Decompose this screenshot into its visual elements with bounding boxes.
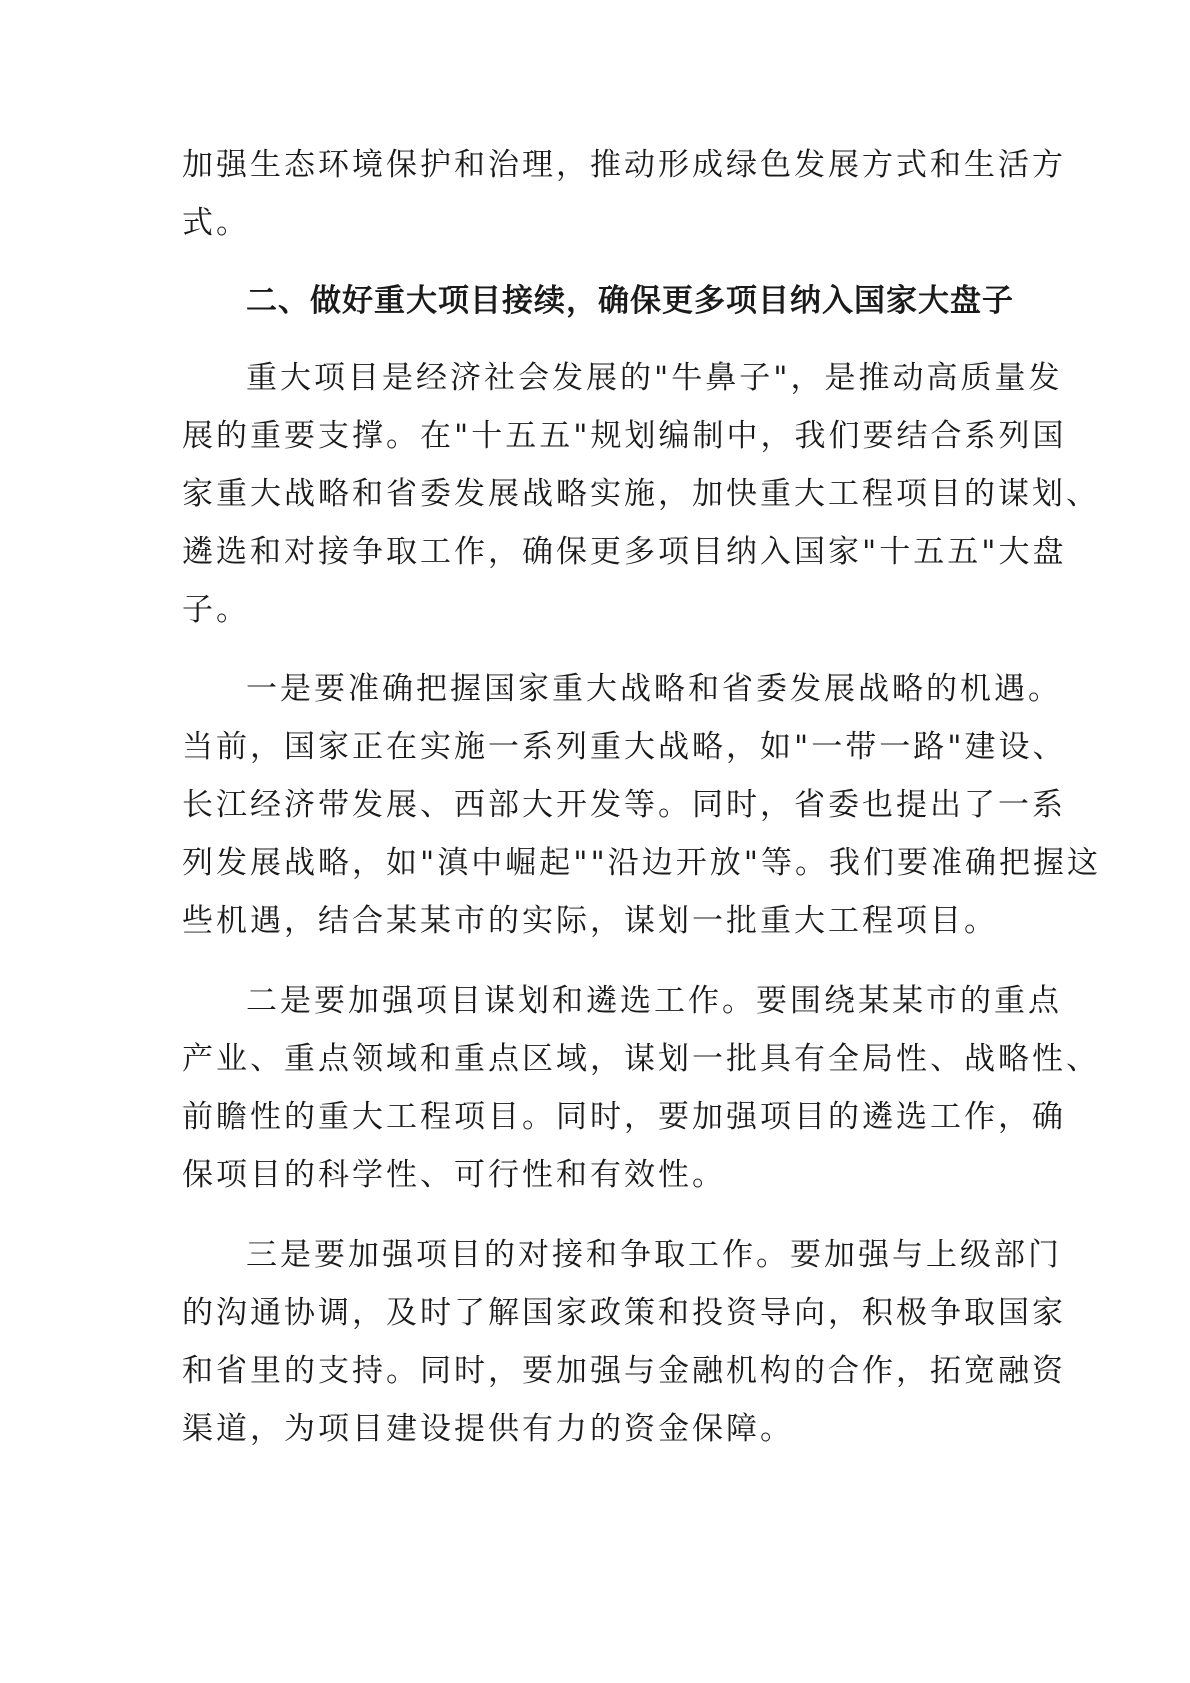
paragraph-line: 一是要准确把握国家重大战略和省委发展战略的机遇。 [246,671,1062,707]
paragraph-line: 产业、重点领域和重点区域，谋划一批具有全局性、战略性、 [182,1041,1100,1077]
paragraph-line: 列发展战略，如"滇中崛起""沿边开放"等。我们要准确把握这 [182,845,1102,881]
paragraph-line: 的沟通协调，及时了解国家政策和投资导向，积极争取国家 [182,1295,1066,1331]
paragraph-line: 前瞻性的重大工程项目。同时，要加强项目的遴选工作，确 [182,1099,1066,1135]
paragraph-line: 子。 [182,592,250,628]
paragraph-line: 二是要加强项目谋划和遴选工作。要围绕某某市的重点 [246,983,1062,1019]
paragraph-line: 重大项目是经济社会发展的"牛鼻子"，是推动高质量发 [246,360,1063,396]
paragraph-line: 保项目的科学性、可行性和有效性。 [182,1157,726,1193]
section-heading: 二、做好重大项目接续，确保更多项目纳入国家大盘子 [246,283,1014,319]
paragraph-line: 三是要加强项目的对接和争取工作。要加强与上级部门 [246,1237,1062,1273]
paragraph-line: 些机遇，结合某某市的实际，谋划一批重大工程项目。 [182,903,998,939]
paragraph-line: 和省里的支持。同时，要加强与金融机构的合作，拓宽融资 [182,1353,1066,1389]
paragraph-line: 家重大战略和省委发展战略实施，加快重大工程项目的谋划、 [182,476,1100,512]
paragraph-line: 渠道，为项目建设提供有力的资金保障。 [182,1411,794,1447]
paragraph-line: 加强生态环境保护和治理，推动形成绿色发展方式和生活方 [182,147,1066,183]
paragraph-line: 遴选和对接争取工作，确保更多项目纳入国家"十五五"大盘 [182,534,1067,570]
paragraph-line: 当前，国家正在实施一系列重大战略，如"一带一路"建设、 [182,729,1067,765]
paragraph-line: 展的重要支撑。在"十五五"规划编制中，我们要结合系列国 [182,418,1067,454]
paragraph-line: 式。 [182,205,250,241]
paragraph-line: 长江经济带发展、西部大开发等。同时，省委也提出了一系 [182,787,1066,823]
